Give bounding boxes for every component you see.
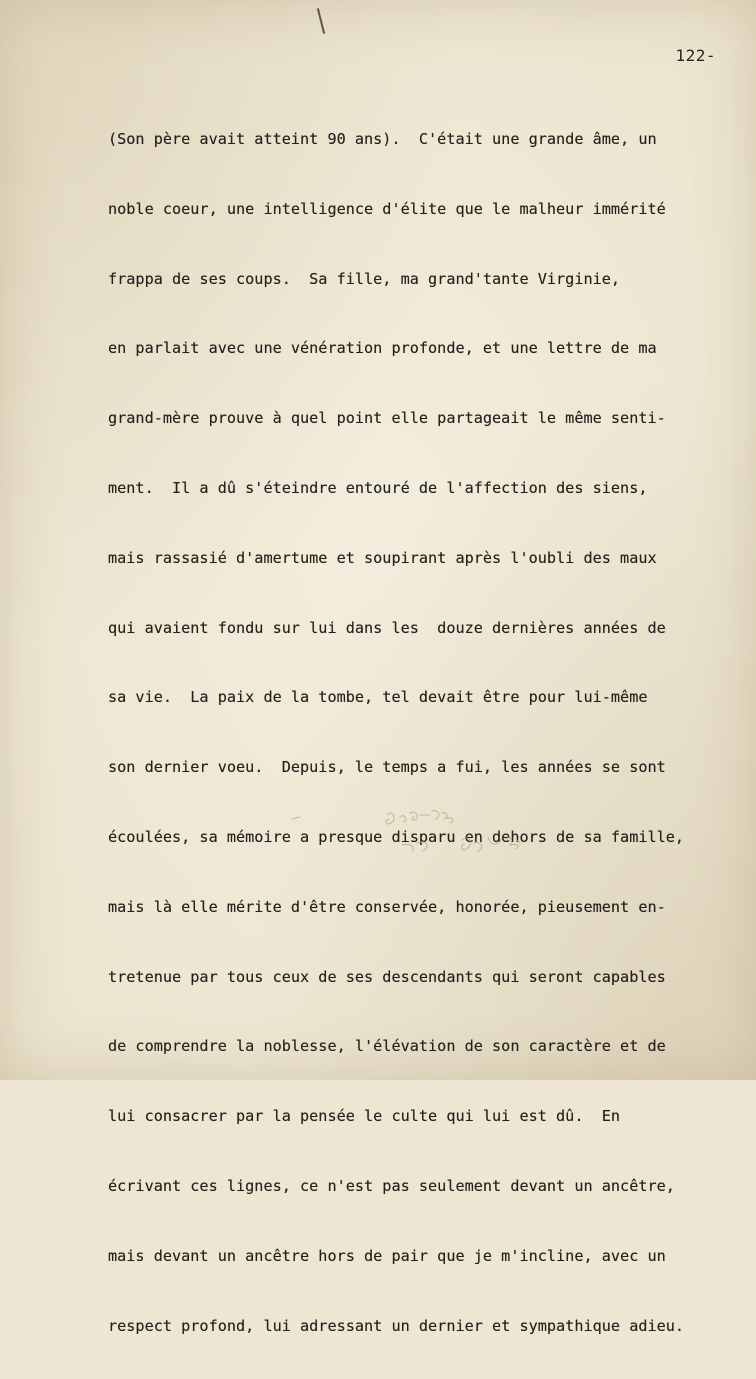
text-line: (Son père avait atteint 90 ans). C'était une grande âme, un [108,130,657,148]
page-number: 122- [675,46,716,65]
text-line: écrivant ces lignes, ce n'est pas seulement devant un ancêtre, [108,1176,675,1195]
text-line: frappa de ses coups. Sa fille, ma grand'tante Virginie, [108,269,621,288]
text-line: écoulées, sa mémoire a presque disparu en dehors de sa famille, [108,827,685,846]
text-line: ment. Il a dû s'éteindre entouré de l'affection des siens, [108,478,648,497]
text-line: mais rassasié d'amertume et soupirant après l'oubli des maux [108,548,657,567]
text-line: noble coeur, une intelligence d'élite que le malheur immérité [108,199,666,218]
faint-pencil-scribble [292,795,522,875]
text-line: en parlait avec une vénération profonde, et une lettre de ma [108,339,657,358]
typewritten-body [108,87,748,1379]
text-line: lui consacrer par la pensée le culte qui lui est dû. En [108,1107,621,1126]
text-line: qui avaient fondu sur lui dans les douze dernières années de [108,618,666,637]
text-line: mais là elle mérite d'être conservée, honorée, pieusement en- [108,897,666,916]
text-line: de comprendre la noblesse, l'élévation de son caractère et de [108,1037,666,1056]
text-line: grand-mère prouve à quel point elle partageait le même senti- [108,409,666,428]
text-line: mais devant un ancêtre hors de pair que je m'incline, avec un [108,1246,666,1265]
ink-tick-mark [317,8,325,34]
text-line: sa vie. La paix de la tombe, tel devait être pour lui-même [108,688,648,707]
text-line: tretenue par tous ceux de ses descendants qui seront capables [108,967,666,986]
text-line: son dernier voeu. Depuis, le temps a fui, les années se sont [108,758,666,777]
text-line: respect profond, lui adressant un dernier et sympathique adieu. [108,1316,685,1335]
